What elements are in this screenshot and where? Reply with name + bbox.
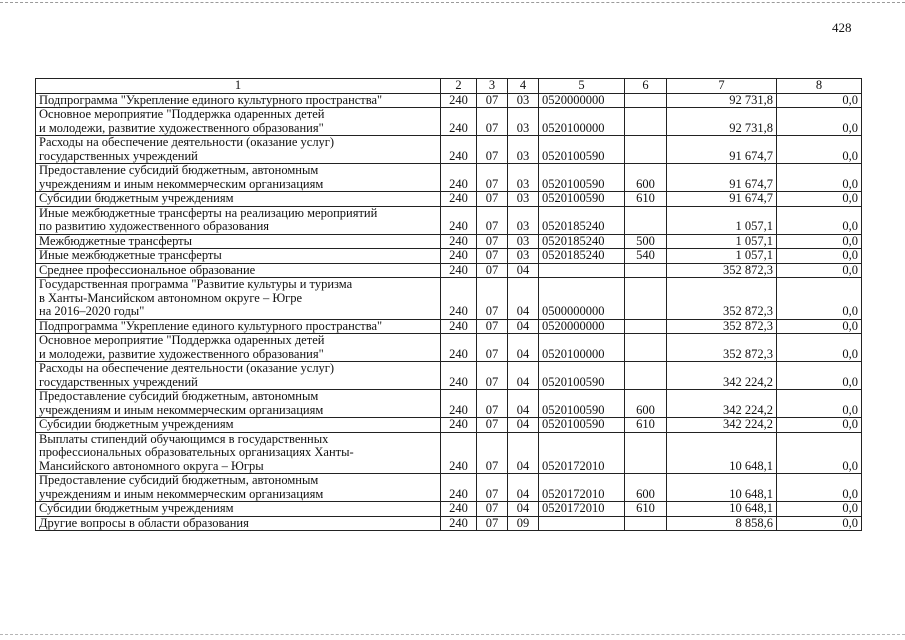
page-number: 428 [832,20,852,35]
subsection-cell: 04 [508,418,539,433]
section-cell: 07 [477,390,508,418]
target-article-cell: 0520172010 [539,432,625,474]
expense-type-cell: 540 [625,249,667,264]
grbs-cell: 240 [441,164,477,192]
percent-cell: 0,0 [777,249,862,264]
subsection-cell: 04 [508,278,539,320]
section-cell: 07 [477,234,508,249]
target-article-cell: 0520000000 [539,93,625,108]
subsection-cell: 03 [508,192,539,207]
grbs-cell: 240 [441,502,477,517]
section-cell: 07 [477,192,508,207]
section-cell: 07 [477,334,508,362]
row-name-cell: Субсидии бюджетным учреждениям [36,192,441,207]
amount-cell: 352 872,3 [667,319,777,334]
row-name-cell: Предоставление субсидий бюджетным, автономным учреждениям и иным некоммерческим организациям [36,390,441,418]
grbs-cell: 240 [441,249,477,264]
target-article-cell: 0520100590 [539,164,625,192]
section-cell: 07 [477,319,508,334]
table-row [36,234,862,249]
column-header: 5 [539,79,625,94]
percent-cell: 0,0 [777,502,862,517]
scan-edge-bottom [0,634,905,635]
column-header: 2 [441,79,477,94]
grbs-cell: 240 [441,362,477,390]
section-cell: 07 [477,206,508,234]
target-article-cell: 0520100590 [539,192,625,207]
amount-cell: 352 872,3 [667,334,777,362]
subsection-cell: 03 [508,164,539,192]
subsection-cell: 03 [508,249,539,264]
row-name-cell: Предоставление субсидий бюджетным, автономным учреждениям и иным некоммерческим организациям [36,164,441,192]
target-article-cell: 0520100000 [539,108,625,136]
amount-cell: 352 872,3 [667,263,777,278]
percent-cell: 0,0 [777,136,862,164]
target-article-cell: 0520172010 [539,502,625,517]
table-row [36,278,862,320]
row-name-cell: Выплаты стипендий обучающимся в государственных профессиональных образовательных организациях Ханты- Мансийского автономного округа – Югры [36,432,441,474]
column-header: 7 [667,79,777,94]
expense-type-cell [625,93,667,108]
row-name-cell: Субсидии бюджетным учреждениям [36,418,441,433]
row-name-cell: Иные межбюджетные трансферты [36,249,441,264]
target-article-cell: 0520000000 [539,319,625,334]
grbs-cell: 240 [441,516,477,531]
percent-cell: 0,0 [777,418,862,433]
percent-cell: 0,0 [777,93,862,108]
amount-cell: 10 648,1 [667,502,777,517]
percent-cell: 0,0 [777,234,862,249]
table-row [36,136,862,164]
percent-cell: 0,0 [777,278,862,320]
grbs-cell: 240 [441,474,477,502]
amount-cell: 91 674,7 [667,192,777,207]
subsection-cell: 03 [508,234,539,249]
amount-cell: 352 872,3 [667,278,777,320]
column-header: 3 [477,79,508,94]
target-article-cell: 0520185240 [539,249,625,264]
table-row [36,418,862,433]
amount-cell: 8 858,6 [667,516,777,531]
target-article-cell [539,263,625,278]
section-cell: 07 [477,108,508,136]
target-article-cell: 0520185240 [539,206,625,234]
percent-cell: 0,0 [777,192,862,207]
subsection-cell: 04 [508,362,539,390]
table-header-row [36,79,862,94]
section-cell: 07 [477,164,508,192]
section-cell: 07 [477,432,508,474]
subsection-cell: 03 [508,136,539,164]
column-header: 1 [36,79,441,94]
grbs-cell: 240 [441,136,477,164]
target-article-cell: 0520185240 [539,234,625,249]
amount-cell: 342 224,2 [667,390,777,418]
percent-cell: 0,0 [777,432,862,474]
scan-edge-top [0,2,905,3]
row-name-cell: Основное мероприятие "Поддержка одаренных детей и молодежи, развитие художественного образования" [36,108,441,136]
table-row [36,263,862,278]
grbs-cell: 240 [441,93,477,108]
amount-cell: 10 648,1 [667,474,777,502]
row-name-cell: Государственная программа "Развитие культуры и туризма в Ханты-Мансийском автономном округе – Югре на 2016–2020 годы" [36,278,441,320]
row-name-cell: Иные межбюджетные трансферты на реализацию мероприятий по развитию художественного образования [36,206,441,234]
budget-table [35,78,862,531]
table-row [36,206,862,234]
grbs-cell: 240 [441,278,477,320]
section-cell: 07 [477,502,508,517]
table-row [36,334,862,362]
expense-type-cell [625,516,667,531]
subsection-cell: 03 [508,93,539,108]
grbs-cell: 240 [441,263,477,278]
expense-type-cell: 610 [625,502,667,517]
target-article-cell [539,516,625,531]
grbs-cell: 240 [441,432,477,474]
percent-cell: 0,0 [777,390,862,418]
grbs-cell: 240 [441,192,477,207]
percent-cell: 0,0 [777,516,862,531]
expense-type-cell [625,278,667,320]
row-name-cell: Подпрограмма "Укрепление единого культурного пространства" [36,319,441,334]
percent-cell: 0,0 [777,108,862,136]
expense-type-cell: 610 [625,418,667,433]
expense-type-cell: 610 [625,192,667,207]
table-row [36,474,862,502]
section-cell: 07 [477,249,508,264]
column-header: 6 [625,79,667,94]
table-row [36,362,862,390]
expense-type-cell [625,432,667,474]
subsection-cell: 04 [508,432,539,474]
grbs-cell: 240 [441,390,477,418]
amount-cell: 1 057,1 [667,249,777,264]
expense-type-cell [625,319,667,334]
target-article-cell: 0520100000 [539,334,625,362]
percent-cell: 0,0 [777,319,862,334]
percent-cell: 0,0 [777,263,862,278]
section-cell: 07 [477,418,508,433]
grbs-cell: 240 [441,418,477,433]
subsection-cell: 04 [508,319,539,334]
target-article-cell: 0500000000 [539,278,625,320]
percent-cell: 0,0 [777,206,862,234]
row-name-cell: Другие вопросы в области образования [36,516,441,531]
row-name-cell: Субсидии бюджетным учреждениям [36,502,441,517]
expense-type-cell: 600 [625,164,667,192]
subsection-cell: 04 [508,263,539,278]
expense-type-cell [625,136,667,164]
table-row [36,319,862,334]
amount-cell: 91 674,7 [667,136,777,164]
expense-type-cell [625,108,667,136]
percent-cell: 0,0 [777,164,862,192]
table-row [36,390,862,418]
table-row [36,93,862,108]
section-cell: 07 [477,474,508,502]
table-row [36,108,862,136]
section-cell: 07 [477,263,508,278]
section-cell: 07 [477,516,508,531]
amount-cell: 91 674,7 [667,164,777,192]
expense-type-cell: 600 [625,474,667,502]
amount-cell: 1 057,1 [667,234,777,249]
column-header: 8 [777,79,862,94]
subsection-cell: 09 [508,516,539,531]
table-row [36,192,862,207]
expense-type-cell [625,362,667,390]
column-header: 4 [508,79,539,94]
row-name-cell: Расходы на обеспечение деятельности (оказание услуг) государственных учреждений [36,362,441,390]
amount-cell: 92 731,8 [667,93,777,108]
expense-type-cell [625,263,667,278]
subsection-cell: 03 [508,206,539,234]
amount-cell: 10 648,1 [667,432,777,474]
table-row [36,432,862,474]
section-cell: 07 [477,136,508,164]
grbs-cell: 240 [441,319,477,334]
amount-cell: 342 224,2 [667,362,777,390]
row-name-cell: Межбюджетные трансферты [36,234,441,249]
percent-cell: 0,0 [777,474,862,502]
row-name-cell: Предоставление субсидий бюджетным, автономным учреждениям и иным некоммерческим организациям [36,474,441,502]
subsection-cell: 04 [508,334,539,362]
section-cell: 07 [477,278,508,320]
subsection-cell: 04 [508,390,539,418]
subsection-cell: 04 [508,474,539,502]
target-article-cell: 0520100590 [539,390,625,418]
target-article-cell: 0520172010 [539,474,625,502]
row-name-cell: Подпрограмма "Укрепление единого культурного пространства" [36,93,441,108]
expense-type-cell: 500 [625,234,667,249]
expense-type-cell [625,206,667,234]
amount-cell: 342 224,2 [667,418,777,433]
table-row [36,516,862,531]
row-name-cell: Среднее профессиональное образование [36,263,441,278]
table-row [36,502,862,517]
row-name-cell: Основное мероприятие "Поддержка одаренных детей и молодежи, развитие художественного образования" [36,334,441,362]
expense-type-cell: 600 [625,390,667,418]
table-row [36,249,862,264]
grbs-cell: 240 [441,234,477,249]
grbs-cell: 240 [441,108,477,136]
section-cell: 07 [477,93,508,108]
expense-type-cell [625,334,667,362]
section-cell: 07 [477,362,508,390]
percent-cell: 0,0 [777,362,862,390]
amount-cell: 1 057,1 [667,206,777,234]
row-name-cell: Расходы на обеспечение деятельности (оказание услуг) государственных учреждений [36,136,441,164]
table-row [36,164,862,192]
subsection-cell: 04 [508,502,539,517]
percent-cell: 0,0 [777,334,862,362]
subsection-cell: 03 [508,108,539,136]
target-article-cell: 0520100590 [539,136,625,164]
grbs-cell: 240 [441,334,477,362]
target-article-cell: 0520100590 [539,362,625,390]
target-article-cell: 0520100590 [539,418,625,433]
grbs-cell: 240 [441,206,477,234]
amount-cell: 92 731,8 [667,108,777,136]
